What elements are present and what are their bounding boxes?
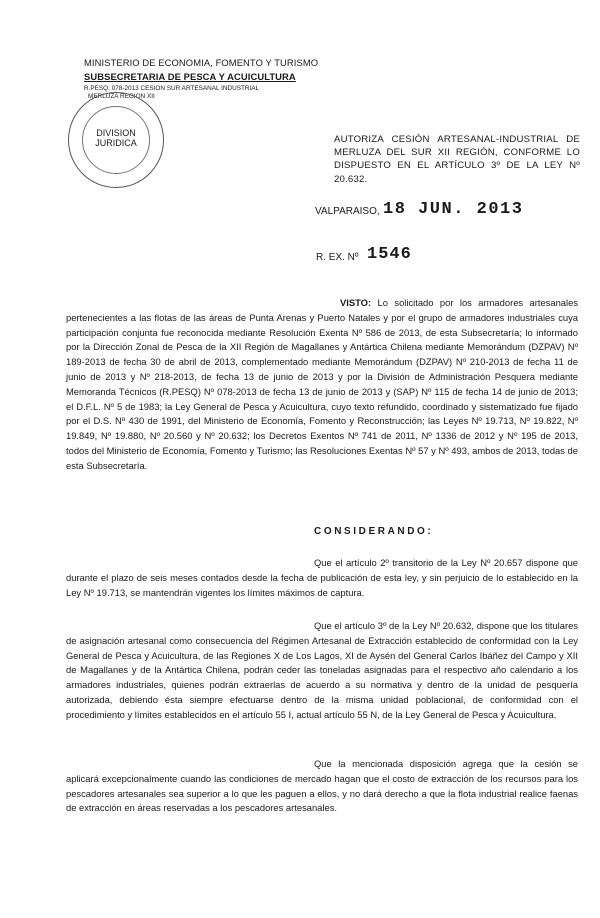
visto-text: Lo solicitado por los armadores artesanales pertenecientes a las flotas de las áreas de Punta Arenas y Puerto Natales y por el grupo de armadores industriales cuya participación conjunta fue reconocida mediante Resolución Exenta Nº 586 de 2013, de esta Subsecretaría; lo informado por la Dirección Zonal de Pesca de la XII Región de Magallanes y Antártica Chilena mediante Memorándum (DZPAV) Nº 189-2013 de fecha 30 de abril de 2013, complementado mediante Memorándum (DZPAV) Nº 210-2013 de fecha 11 de junio de 2013 y Nº 218-2013, de fecha 13 de junio de 2013 y por la División de Administración Pesquera mediante Memoranda Técnicos (R.PESQ) Nº 078-2013 de fecha 13 de junio de 2013 y (SAP) Nº 115 de fecha 14 de junio de 2013; el D.F.L. Nº 5 de 1983; la Ley General de Pesca y Acuicultura, cuyo texto refundido, coordinado y sistematizado fue fijado por el D.S. Nº 430 de 1991, del Ministerio de Economía, Fomento y Reconstrucción; las Leyes Nº 19.713, Nº 19.822, Nº 19.849, Nº 19.880, Nº 20.560 y Nº 20.632; los Decretos Exentos Nº 741 de 2011, Nº 1336 de 2012 y Nº 195 de 2013, todos del Ministerio de Economía, Fomento y Turismo; las Resoluciones Exentas Nº 57 y Nº 493, ambos de 2013, todas de esta Subsecretaría. <box>66 297 578 471</box>
reference-line: R.PESQ. 078-2013 CESION SUR ARTESANAL INDUSTRIAL <box>84 85 260 92</box>
reference-line-2: MERLUZA REGION XII <box>88 93 155 100</box>
place: VALPARAISO, <box>315 206 380 217</box>
seal-label-line1: DIVISION <box>96 128 136 138</box>
resolution-summary: AUTORIZA CESIÓN ARTESANAL-INDUSTRIAL DE MERLUZA DEL SUR XII REGIÓN, CONFORME LO DISPUESTO EN EL ARTÍCULO 3º DE LA LEY Nº 20.632. <box>334 134 580 185</box>
resolution-number: 1546 <box>367 245 412 264</box>
seal-label <box>86 128 146 148</box>
considerando-paragraph-3: Que la mencionada disposición agrega que la cesión se aplicará excepcionalmente cuando las condiciones de mercado hagan que el costo de extracción de los recursos para los pescadores artesanales sea superior a lo que les paguen a ellos, y no dará derecho a que la flota industrial realice faenas de extracción en áreas reservadas a los pescadores artesanales. <box>66 758 578 814</box>
visto-label: VISTO: <box>340 297 372 308</box>
ministry-name: MINISTERIO DE ECONOMIA, FOMENTO Y TURISMO <box>84 57 319 68</box>
considerando-paragraph-2: Que el artículo 3º de la Ley Nº 20.632, dispone que los titulares de asignación artesanal como consecuencia del Régimen Artesanal de Extracción establecido de conformidad con la Ley General de Pesca y Acuicultura, de las Regiones X de Los Lagos, XI de Aysén del General Carlos Ibáñez del Campo y XII de Magallanes y de la Antártica Chilena, podrán ceder las toneladas asignadas para el respectivo año calendario a los armadores industriales, quienes podrán extraerlas de acuerdo a su normativa y dentro de la unidad de pesquería autorizada, debiendo ésta siempre efectuarse dentro de la misma unidad poblacional, de conformidad con el procedimiento y límites establecidos en el artículo 55 I, actual artículo 55 N, de la Ley General de Pesca y Acuicultura. <box>66 620 578 720</box>
date-stamp: 18 JUN. 2013 <box>383 200 524 219</box>
seal-label-line2: JURIDICA <box>95 138 137 148</box>
resolution-label: R. EX. Nº <box>316 252 359 263</box>
considerando-paragraph-1: Que el artículo 2º transitorio de la Ley Nº 20.657 dispone que durante el plazo de seis meses contados desde la fecha de publicación de esta ley, y sin perjuicio de lo establecido en la Ley Nº 19.713, se mantendrán vigentes los límites máximos de captura. <box>66 557 578 598</box>
considerando-heading: CONSIDERANDO: <box>314 526 434 537</box>
subsecretaria-name: SUBSECRETARIA DE PESCA Y ACUICULTURA <box>84 71 296 82</box>
visto-paragraph <box>66 296 578 474</box>
